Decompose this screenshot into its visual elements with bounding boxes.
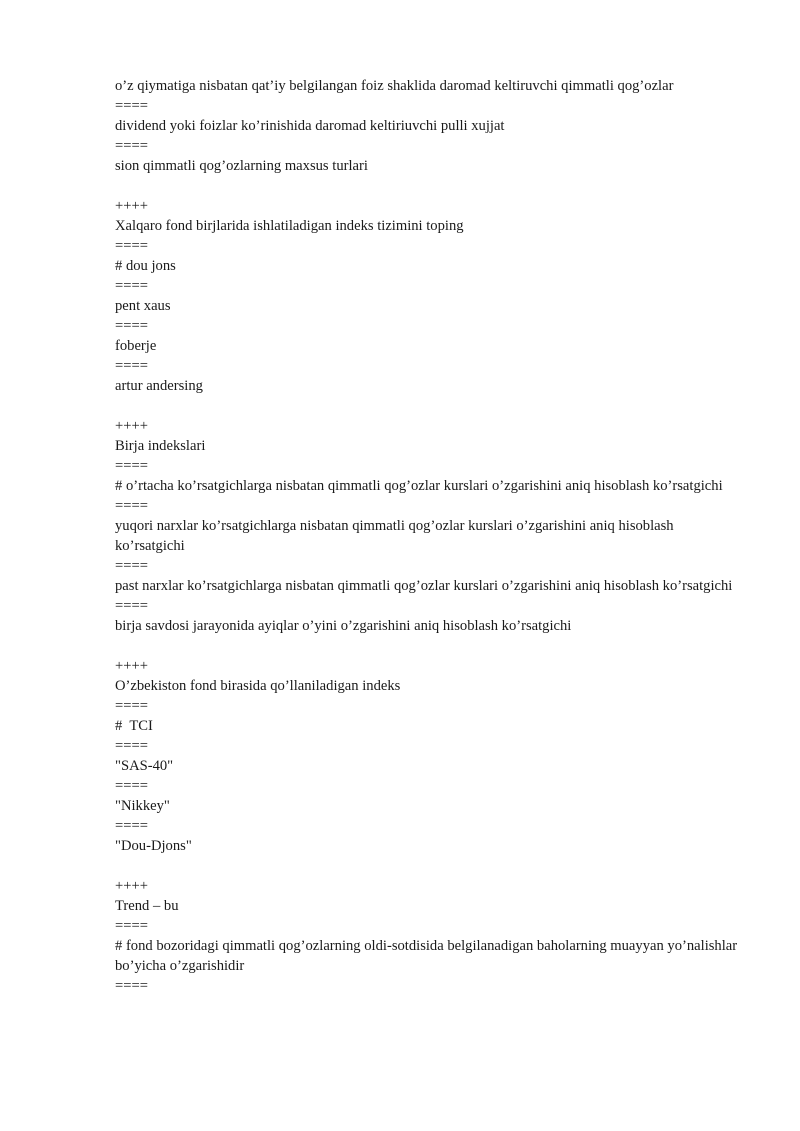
answer-option: "Nikkey" [115,798,170,814]
answer-correct: # fond bozoridagi qimmatli qog’ozlarning oldi-sotdisida belgilanadigan baholarning muayyan yo’nalishlar bo’yicha o’zgarishidir [115,938,738,974]
separator-line: ==== [115,238,148,254]
separator-line: ==== [115,598,148,614]
answer-option: birja savdosi jarayonida ayiqlar o’yini o’zgarishini aniq hisoblash ko’rsatgichi [115,618,572,634]
question-text: Trend – bu [115,898,179,914]
separator-line: ==== [115,818,148,834]
text-line: o’z qiymatiga nisbatan qat’iy belgilangan foiz shaklida daromad keltiruvchi qimmatli qog’ozlar [115,78,674,94]
answer-option: foberje [115,338,157,354]
separator-line: ==== [115,278,148,294]
separator-line: ==== [115,778,148,794]
answer-option: pent xaus [115,298,171,314]
text-line: sion qimmatli qog’ozlarning maxsus turlari [115,158,368,174]
separator-line: ==== [115,558,148,574]
question-marker: ++++ [115,418,148,434]
question-text: Xalqaro fond birjlarida ishlatiladigan indeks tizimini toping [115,218,464,234]
separator-line: ==== [115,318,148,334]
separator-line: ==== [115,458,148,474]
separator-line: ==== [115,738,148,754]
answer-option: artur andersing [115,378,203,394]
separator-line: ==== [115,978,148,994]
blank-line [115,396,740,416]
question-text: Birja indekslari [115,438,206,454]
separator-line: ==== [115,358,148,374]
blank-line [115,636,740,656]
separator-line: ==== [115,98,148,114]
document-body [115,76,740,996]
question-marker: ++++ [115,878,148,894]
answer-option: "SAS-40" [115,758,174,774]
blank-line [115,856,740,876]
answer-option: yuqori narxlar ko’rsatgichlarga nisbatan qimmatli qog’ozlar kurslari o’zgarishini aniq hisoblash ko’rsatgichi [115,518,674,554]
answer-correct: # TCI [115,718,153,734]
text-line: dividend yoki foizlar ko’rinishida daromad keltiriuvchi pulli xujjat [115,118,505,134]
separator-line: ==== [115,498,148,514]
answer-option: "Dou-Djons" [115,838,192,854]
answer-correct: # o’rtacha ko’rsatgichlarga nisbatan qimmatli qog’ozlar kurslari o’zgarishini aniq hisoblash ko’rsatgichi [115,478,723,494]
question-marker: ++++ [115,658,148,674]
separator-line: ==== [115,698,148,714]
separator-line: ==== [115,918,148,934]
question-text: O’zbekiston fond birasida qo’llaniladigan indeks [115,678,401,694]
answer-option: past narxlar ko’rsatgichlarga nisbatan qimmatli qog’ozlar kurslari o’zgarishini aniq hisoblash ko’rsatgichi [115,578,733,594]
separator-line: ==== [115,138,148,154]
question-marker: ++++ [115,198,148,214]
blank-line [115,176,740,196]
answer-correct: # dou jons [115,258,176,274]
